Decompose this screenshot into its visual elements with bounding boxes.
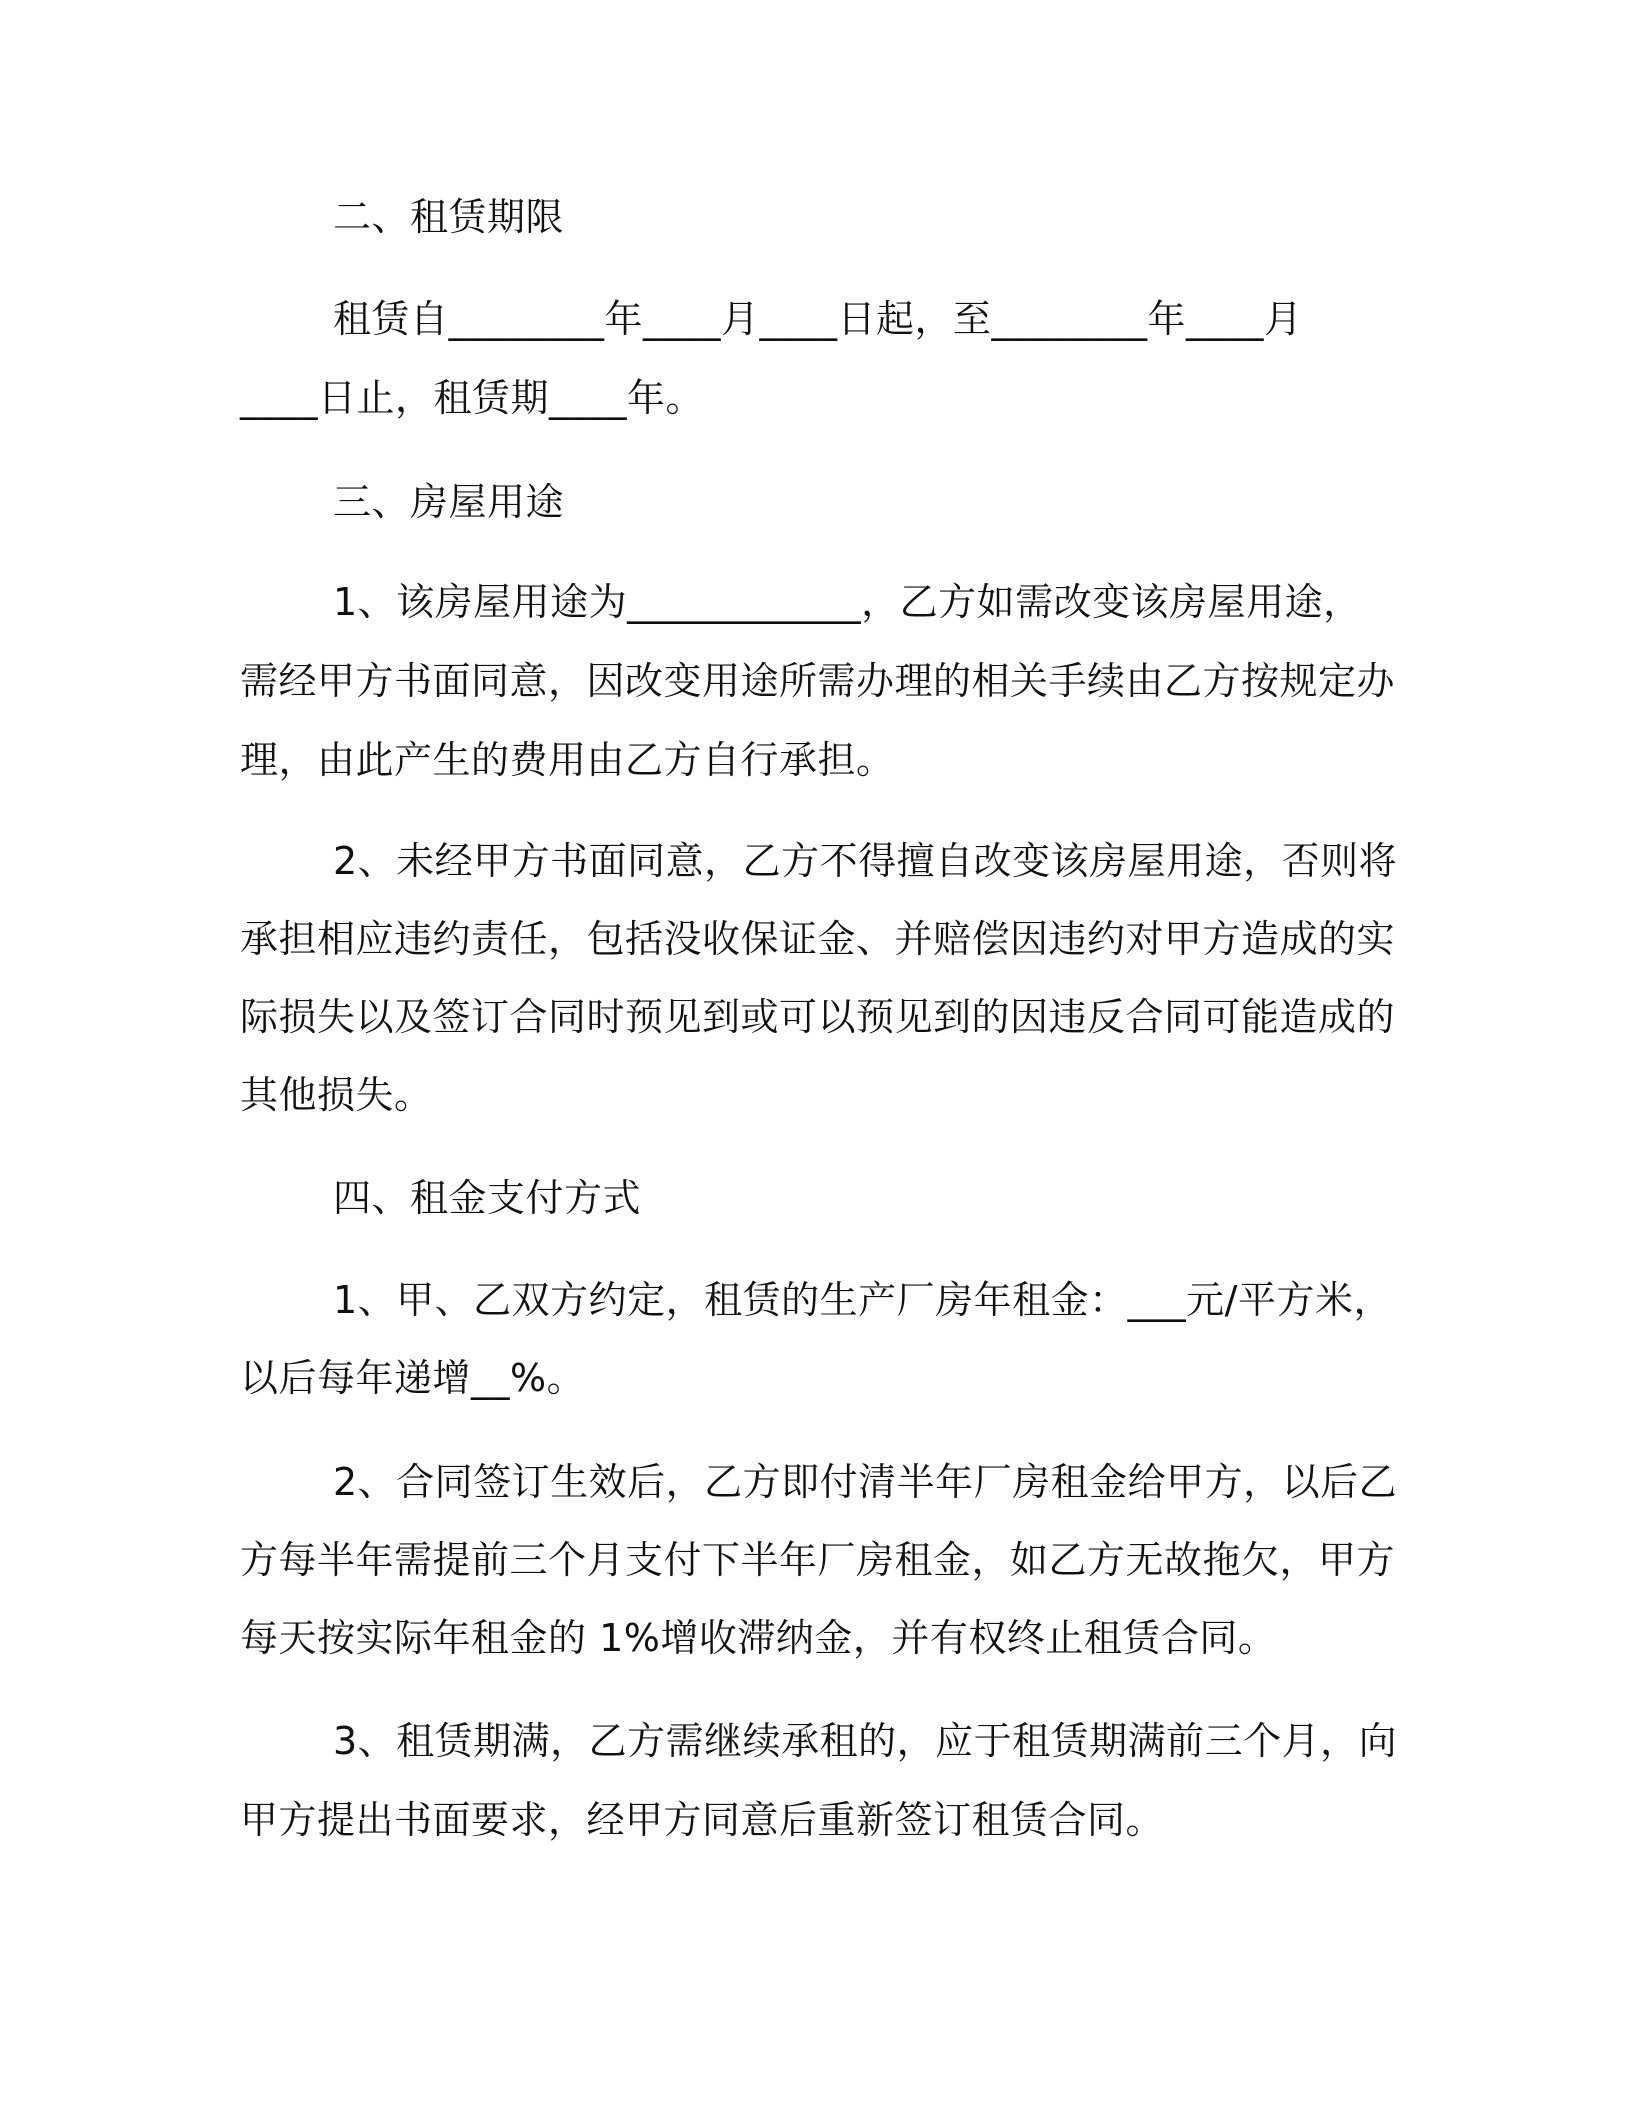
rent-item-2-line-2: 方每半年需提前三个月支付下半年厂房租金，如乙方无故拖欠，甲方 bbox=[240, 1538, 1396, 1582]
usage-item-2-line-3: 际损失以及签订合同时预见到或可以预见到的因违反合同可能造成的 bbox=[240, 995, 1396, 1039]
section-3-heading: 三、房屋用途 bbox=[333, 480, 565, 524]
rent-item-2-line-1: 2、合同签订生效后，乙方即付清半年厂房租金给甲方，以后乙 bbox=[333, 1460, 1398, 1504]
usage-item-2-line-2: 承担相应违约责任，包括没收保证金、并赔偿因违约对甲方造成的实 bbox=[240, 917, 1396, 961]
usage-item-1-line-1: 1、该房屋用途为____________，乙方如需改变该房屋用途， bbox=[333, 580, 1362, 624]
lease-term-line-2: ____日止，租赁期____年。 bbox=[240, 376, 705, 420]
section-2-heading: 二、租赁期限 bbox=[333, 195, 565, 239]
section-4-heading: 四、租金支付方式 bbox=[333, 1176, 642, 1220]
usage-item-2-line-4: 其他损失。 bbox=[240, 1073, 433, 1117]
rent-item-1-line-2: 以后每年递增__%。 bbox=[240, 1356, 586, 1400]
usage-item-1-line-3: 理，由此产生的费用由乙方自行承担。 bbox=[240, 738, 895, 782]
rent-item-3-line-1: 3、租赁期满，乙方需继续承租的，应于租赁期满前三个月，向 bbox=[333, 1719, 1398, 1763]
usage-item-2-line-1: 2、未经甲方书面同意，乙方不得擅自改变该房屋用途，否则将 bbox=[333, 839, 1398, 883]
lease-term-line-1: 租赁自________年____月____日起，至________年____月 bbox=[333, 297, 1303, 341]
rent-item-2-line-3: 每天按实际年租金的 1%增收滞纳金，并有权终止租赁合同。 bbox=[240, 1616, 1277, 1660]
usage-item-1-line-2: 需经甲方书面同意，因改变用途所需办理的相关手续由乙方按规定办 bbox=[240, 659, 1396, 703]
rent-item-3-line-2: 甲方提出书面要求，经甲方同意后重新签订租赁合同。 bbox=[240, 1798, 1165, 1842]
rent-item-1-line-1: 1、甲、乙双方约定，租赁的生产厂房年租金：___元/平方米， bbox=[333, 1278, 1392, 1322]
